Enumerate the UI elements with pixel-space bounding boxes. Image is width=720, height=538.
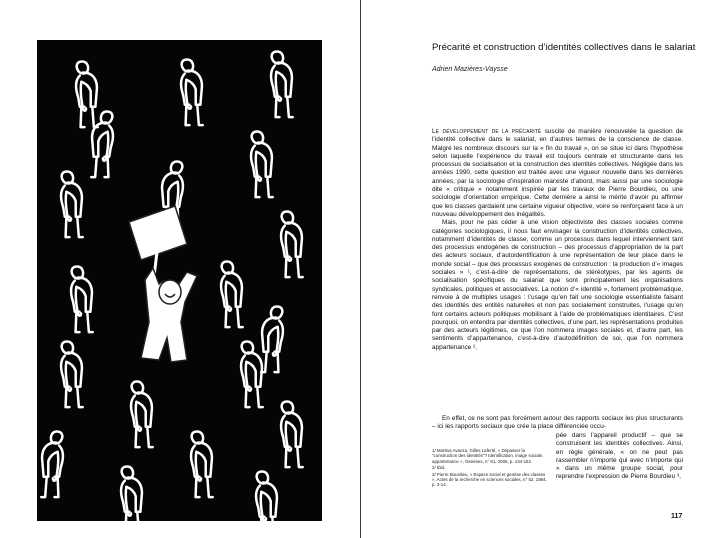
hunched-figure [281, 402, 303, 468]
protester-figure [129, 206, 197, 362]
hunched-figure [271, 52, 293, 118]
hunched-figure [131, 382, 153, 448]
footnotes [432, 448, 550, 489]
paragraph-3 [432, 415, 683, 432]
hunched-figure [61, 172, 83, 238]
crowd-illustration [37, 40, 322, 521]
article-body [432, 128, 683, 352]
article-title: Précarité et construction d’identités collectives dans le salariat [432, 42, 696, 53]
placard [129, 206, 187, 260]
hunched-figure [71, 267, 93, 333]
hunched-figure [181, 60, 203, 126]
footnote-1: 1/ Martina Avanza, Gilles Laferté, « Dépasser la “construction des identités”? Identification, image sociale, appartenance », Genèses, n° 61, 2005, p. 134-152. [432, 448, 544, 464]
article-author: Adrien Mazières-Vaysse [432, 66, 508, 73]
footnote-3: 3/ Pierre Bourdieu, « Espace social et genèse des classes », Actes de la recherche en sciences sociales, n° 52, 1984, p. 3-14. [432, 471, 547, 488]
hunched-figure [241, 342, 263, 408]
hunched-figure [61, 342, 83, 408]
hunched-figure [256, 472, 278, 521]
hunched-figure [221, 262, 243, 328]
paragraph-2: Mais, pour ne pas céder à une vision objectiviste des classes sociales comme catégories sociologiques, il nous faut envisager la construction d’identités collectives, notamment d’identités de classe, comme un processus dans lequel interviennent tant des processus endogènes de construction – des processus d’appropriation de la part des acteurs sociaux, d’autoidentification à une représentation de leur place dans le monde social – que des processus exogènes de construction : la production d’« images sociales » ¹, c’est-à-dire de représentations, de stéréotypes, par les agents de socialisation spécifiques du salariat que sont principalement les organisations syndicales, politiques et associatives. La notion d’« identité », fortement problématique, renvoie à de multiples usages : l’usage qu’en fait une sociologie essentialiste faisant des identités des entités naturelles et non pas socialement construites, l’usage qu’en font certains acteurs politiques mobilisant à l’aide de problématiques identitaires. C’est pourquoi, on entendra par identités collectives, d’une part, les représentations produites par des acteurs légitimes, ce que l’on nommera images sociales et, d’autre part, les sentiments d’appartenance, c’est-à-dire d’autodéfinition de soi, que l’on nommera appartenance ². [432, 219, 683, 351]
hunched-figure [261, 307, 283, 373]
lead-in: Le développement de la précarité [432, 128, 542, 135]
hunched-figure [41, 432, 63, 498]
paragraph-1-text: suscite de manière renouvelée la question de l’identité collective dans le salariat, en d’autres termes de la conscience de classe. Malgré les nombreux discours sur la « fin du travail », on se situe ici dans l’hypothèse selon laquelle l’expérience du travail est toujours centrale et structurante dans les processus de socialisation et la construction des identités collectives. Négligée dans les années 1990, cette question est traitée avec une vigueur nouvelle dans les dernières années, par la sociologie d’inspiration marxiste d’abord, mais aussi par une sociologie dite « critique » notamment inspirée par les travaux de Pierre Bourdieu, ou une sociologie d’orientation empirique. Cette dernière a ainsi le mérite d’avoir pu affirmer que les classes gardaient une certaine vigueur objective, voire se renforçaient face à un nouveau développement des inégalités. [432, 128, 683, 218]
hunched-figure [251, 132, 273, 198]
hunched-figure [76, 62, 98, 128]
hunched-figure [281, 212, 303, 278]
page-number: 117 [671, 513, 683, 520]
footnote-2: 2/ Ibid. [432, 465, 446, 471]
paragraph-3-continuation: pée dans l’appareil productif – que se construisent les identités collectives. Ainsi, en règle générale, « on ne peut pas rassembler n’importe qui avec n’importe qui » dans un même groupe social, pour reprendre l’expression de Pierre Bourdieu ³, [556, 432, 683, 481]
illustration-crowd [37, 40, 322, 521]
paragraph-3-text: En effet, ce ne sont pas forcément autour des rapports sociaux les plus structurants – ici les rapports sociaux que crée la place différenciée occu- [432, 415, 683, 431]
paragraph-1 [432, 128, 683, 219]
hunched-figure [121, 467, 143, 521]
hunched-figure [191, 432, 213, 498]
